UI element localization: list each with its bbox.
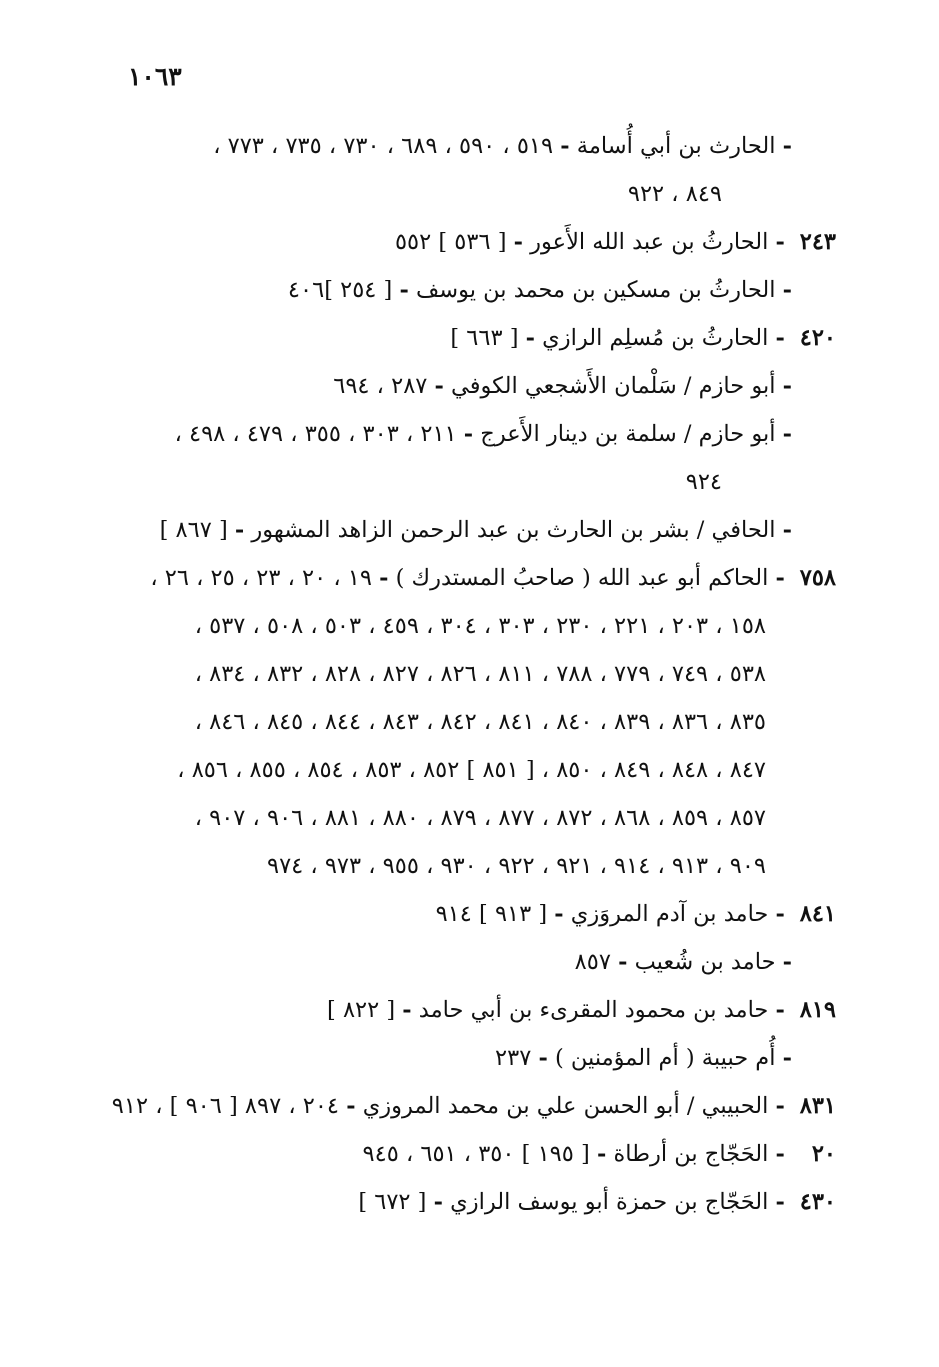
index-entry: - الحارثُ بن مسكين بن محمد بن يوسف - [ ٢٥٤ ]٤٠٦	[287, 277, 792, 303]
entry-number: ٢٤٣	[799, 229, 836, 255]
index-entry: ٧٥٨ - الحاكم أبو عبد الله ( صاحبُ المستدرك ) - ١٩ ، ٢٠ ، ٢٣ ، ٢٥ ، ٢٦ ، ١٥٨ ، ٢٠٣ ، ٢٢١ ، ٢٣٠ ، ٣٠٣ ، ٣٠٤ ، ٤٥٩ ، ٥٠٣ ، ٥٠٨ ، ٥٣٧ ، ٥٣٨ ، ٧٤٩ ، ٧٧٩ ، ٧٨٨ ، ٨١١ ، ٨٢٦ ، ٨٢٧ ، ٨٢٨ ، ٨٣٢ ، ٨٣٤ ، ٨٣٥ ، ٨٣٦ ، ٨٣٩ ، ٨٤٠ ، ٨٤١ ، ٨٤٢ ، ٨٤٣ ، ٨٤٤ ، ٨٤٥ ، ٨٤٦ ، ٨٤٧ ، ٨٤٨ ، ٨٤٩ ، ٨٥٠ ، [ ٨٥١ ] ٨٥٢ ، ٨٥٣ ، ٨٥٤ ، ٨٥٥ ، ٨٥٦ ، ٨٥٧ ، ٨٥٩ ، ٨٦٨ ، ٨٧٢ ، ٨٧٧ ، ٨٧٩ ، ٨٨٠ ، ٨٨١ ، ٩٠٦ ، ٩٠٧ ، ٩٠٩ ، ٩١٣ ، ٩١٤ ، ٩٢١ ، ٩٢٢ ، ٩٣٠ ، ٩٥٥ ، ٩٧٣ ، ٩٧٤	[128, 554, 836, 890]
entry-number: ٨٣١	[799, 1093, 836, 1119]
entry-number: ٢٠	[811, 1141, 836, 1167]
page-number: ١٠٦٣	[128, 62, 182, 91]
entry-pages: [ ٢٥٤ ]٤٠٦	[287, 277, 393, 303]
entry-pages-continued: ٥٣٨ ، ٧٤٩ ، ٧٧٩ ، ٧٨٨ ، ٨١١ ، ٨٢٦ ، ٨٢٧ ، ٨٢٨ ، ٨٣٢ ، ٨٣٤ ،	[194, 661, 766, 687]
entry-name: أُم حبيبة ( أم المؤمنين )	[554, 1045, 776, 1071]
index-entry: - الحارث بن أبي أُسامة - ٥١٩ ، ٥٩٠ ، ٦٨٩ ، ٧٣٠ ، ٧٣٥ ، ٧٧٣ ، ٨٤٩ ، ٩٢٢	[128, 122, 836, 218]
entry-pages: ٢٨٧ ، ٦٩٤	[333, 373, 428, 399]
entry-pages-continued: ١٥٨ ، ٢٠٣ ، ٢٢١ ، ٢٣٠ ، ٣٠٣ ، ٣٠٤ ، ٤٥٩ ، ٥٠٣ ، ٥٠٨ ، ٥٣٧ ،	[194, 613, 766, 639]
entry-name: الحَجّاج بن أرطاة	[613, 1141, 769, 1167]
entry-name: الحَجّاج بن حمزة أبو يوسف الرازي	[450, 1189, 769, 1215]
entry-number: ٨١٩	[799, 997, 836, 1023]
entry-pages-continued: ٨٣٥ ، ٨٣٦ ، ٨٣٩ ، ٨٤٠ ، ٨٤١ ، ٨٤٢ ، ٨٤٣ ، ٨٤٤ ، ٨٤٥ ، ٨٤٦ ،	[194, 709, 766, 735]
index-entry: - أبو حازم / سَلْمان الأَشجعي الكوفي - ٢٨٧ ، ٦٩٤	[333, 373, 792, 399]
entry-pages-continued: ٩٢٤	[685, 469, 722, 495]
entry-number: ٤٢٠	[799, 325, 836, 351]
index-entry: ٨٣١ - الحبيبي / أبو الحسن علي بن محمد المروزي - ٢٠٤ ، ٨٩٧ [ ٩٠٦ ] ، ٩١٢	[128, 1082, 836, 1130]
entry-name: الحافي / بشر بن الحارث بن عبد الرحمن الزاهد المشهور	[251, 517, 776, 543]
entry-name: الحاكم أبو عبد الله ( صاحبُ المستدرك )	[395, 565, 769, 591]
entry-name: الحارثُ بن عبد الله الأَعور	[530, 229, 769, 255]
index-list	[111, 122, 836, 1226]
entry-pages: ٨٥٧	[574, 949, 611, 975]
index-entry: - أُم حبيبة ( أم المؤمنين ) - ٢٣٧	[495, 1045, 792, 1071]
index-entry: ٤٣٠ - الحَجّاج بن حمزة أبو يوسف الرازي - [ ٦٧٢ ]	[128, 1178, 836, 1226]
entry-pages: ٢٣٧	[495, 1045, 532, 1071]
entry-number: ٤٣٠	[799, 1189, 836, 1215]
entry-dash: -	[782, 133, 792, 159]
entry-pages-continued: ٨٤٧ ، ٨٤٨ ، ٨٤٩ ، ٨٥٠ ، [ ٨٥١ ] ٨٥٢ ، ٨٥٣ ، ٨٥٤ ، ٨٥٥ ، ٨٥٦ ،	[177, 757, 766, 783]
entry-pages: [ ٦٧٢ ]	[358, 1189, 427, 1215]
entry-pages: ٥١٩ ، ٥٩٠ ، ٦٨٩ ، ٧٣٠ ، ٧٣٥ ، ٧٧٣ ،	[213, 133, 554, 159]
index-entry: ٨١٩ - حامد بن محمود المقرىء بن أبي حامد - [ ٨٢٢ ]	[128, 986, 836, 1034]
entry-name: أبو حازم / سَلْمان الأَشجعي الكوفي	[451, 373, 776, 399]
entry-pages-continued: ٩٠٩ ، ٩١٣ ، ٩١٤ ، ٩٢١ ، ٩٢٢ ، ٩٣٠ ، ٩٥٥ ، ٩٧٣ ، ٩٧٤	[266, 853, 766, 879]
entry-name: الحارثُ بن مُسلِم الرازي	[542, 325, 769, 351]
index-entry: - أبو حازم / سلمة بن دينار الأَعرج - ٢١١ ، ٣٠٣ ، ٣٥٥ ، ٤٧٩ ، ٤٩٨ ، ٩٢٤	[128, 410, 836, 506]
entry-pages: ١٩ ، ٢٠ ، ٢٣ ، ٢٥ ، ٢٦ ،	[150, 565, 372, 591]
entry-name: حامد بن آدم المروَزي	[570, 901, 769, 927]
entry-pages: [ ٥٣٦ ] ٥٥٢	[394, 229, 507, 255]
entry-name: حامد بن محمود المقرىء بن أبي حامد	[418, 997, 769, 1023]
index-entry: ٢٤٣ - الحارثُ بن عبد الله الأَعور - [ ٥٣٦ ] ٥٥٢	[128, 218, 836, 266]
entry-name: الحارثُ بن مسكين بن محمد بن يوسف	[415, 277, 776, 303]
index-entry: - الحافي / بشر بن الحارث بن عبد الرحمن الزاهد المشهور - [ ٨٦٧ ]	[159, 517, 792, 543]
entry-pages: [ ٨٢٢ ]	[327, 997, 396, 1023]
entry-pages: [ ١٩٥ ] ٣٥٠ ، ٦٥١ ، ٩٤٥	[362, 1141, 590, 1167]
entry-name: أبو حازم / سلمة بن دينار الأَعرج	[480, 421, 776, 447]
entry-pages: ٢٠٤ ، ٨٩٧ [ ٩٠٦ ] ، ٩١٢	[111, 1093, 340, 1119]
index-entry: ٨٤١ - حامد بن آدم المروَزي - [ ٩١٣ ] ٩١٤	[128, 890, 836, 938]
entry-pages-continued: ٨٥٧ ، ٨٥٩ ، ٨٦٨ ، ٨٧٢ ، ٨٧٧ ، ٨٧٩ ، ٨٨٠ ، ٨٨١ ، ٩٠٦ ، ٩٠٧ ،	[194, 805, 766, 831]
index-entry: - حامد بن شُعيب - ٨٥٧	[574, 949, 792, 975]
entry-pages: ٢١١ ، ٣٠٣ ، ٣٥٥ ، ٤٧٩ ، ٤٩٨ ،	[174, 421, 457, 447]
entry-pages: [ ٩١٣ ] ٩١٤	[435, 901, 548, 927]
entry-number: ٧٥٨	[799, 565, 836, 591]
index-entry: ٢٠ - الحَجّاج بن أرطاة - [ ١٩٥ ] ٣٥٠ ، ٦٥١ ، ٩٤٥	[128, 1130, 836, 1178]
entry-pages: [ ٨٦٧ ]	[159, 517, 228, 543]
entry-pages: [ ٦٦٣ ]	[450, 325, 519, 351]
entry-name: الحارث بن أبي أُسامة	[576, 133, 776, 159]
entry-name: الحبيبي / أبو الحسن علي بن محمد المروزي	[362, 1093, 769, 1119]
entry-pages-continued: ٨٤٩ ، ٩٢٢	[627, 181, 722, 207]
entry-number: ٨٤١	[799, 901, 836, 927]
index-entry: ٤٢٠ - الحارثُ بن مُسلِم الرازي - [ ٦٦٣ ]	[128, 314, 836, 362]
entry-name: حامد بن شُعيب	[634, 949, 776, 975]
